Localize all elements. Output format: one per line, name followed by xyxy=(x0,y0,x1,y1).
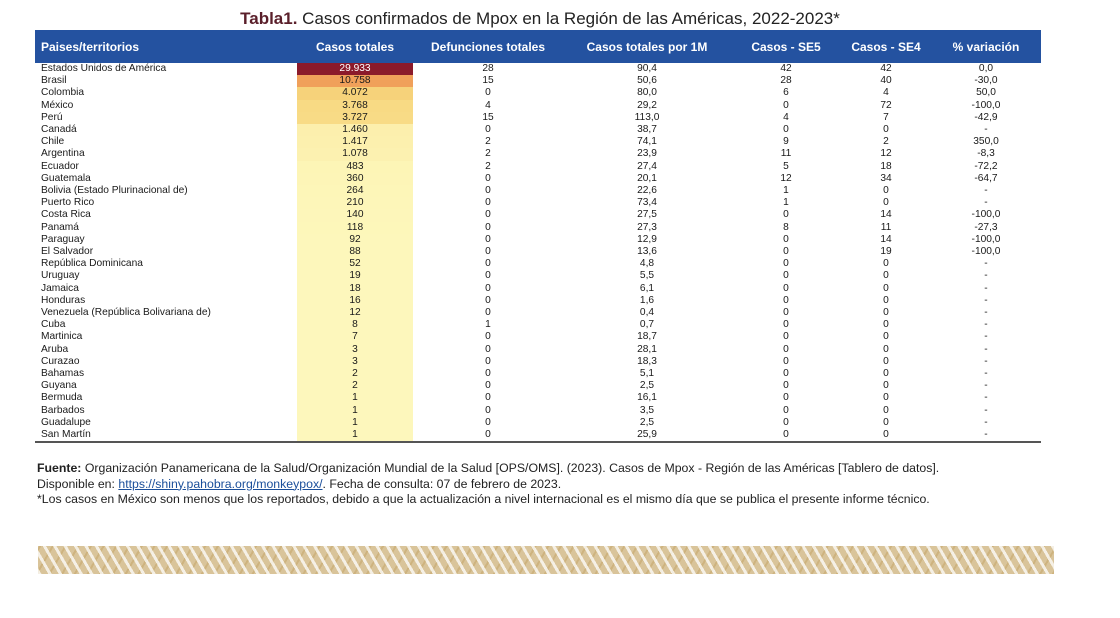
header-cases-se4: Casos - SE4 xyxy=(841,30,931,63)
cell-percent-change: - xyxy=(984,294,988,306)
cell-cases-se4: 0 xyxy=(883,258,889,270)
source-available-prefix: Disponible en: xyxy=(37,476,119,491)
cell-cases-per-million: 6,1 xyxy=(639,282,655,294)
cell-cases-se4: 0 xyxy=(883,124,889,136)
cell-total-cases: 118 xyxy=(297,222,413,234)
table-row xyxy=(35,124,1041,136)
table-title xyxy=(0,9,1080,29)
cell-total-cases: 264 xyxy=(297,185,413,197)
cell-cases-per-million: 0,4 xyxy=(639,307,655,319)
cell-total-cases: 12 xyxy=(297,307,413,319)
table-row xyxy=(35,148,1041,160)
cell-total-deaths: 0 xyxy=(485,87,491,99)
cell-total-deaths: 0 xyxy=(485,221,491,233)
cell-cases-se5: 0 xyxy=(783,270,789,282)
cell-total-cases: 2 xyxy=(297,368,413,380)
cell-country: Guadalupe xyxy=(41,416,91,428)
table-row xyxy=(35,356,1041,368)
cell-cases-se5: 42 xyxy=(780,63,792,74)
cell-cases-se5: 0 xyxy=(783,416,789,428)
cell-total-deaths: 0 xyxy=(485,258,491,270)
cell-percent-change: -42,9 xyxy=(974,111,998,123)
cell-percent-change: - xyxy=(984,380,988,392)
cell-total-deaths: 0 xyxy=(485,294,491,306)
cell-cases-per-million: 2,5 xyxy=(639,380,655,392)
cell-cases-se5: 0 xyxy=(731,429,841,442)
cell-country: México xyxy=(41,99,74,111)
cell-cases-se5: 0 xyxy=(783,246,789,258)
cell-cases-se4: 0 xyxy=(883,294,889,306)
cell-country: Cuba xyxy=(41,319,66,331)
cell-country: Costa Rica xyxy=(41,209,91,221)
cell-total-deaths: 0 xyxy=(485,307,491,319)
table-row xyxy=(35,295,1041,307)
cell-cases-se4: 40 xyxy=(880,75,892,87)
cell-country: Aruba xyxy=(41,343,69,355)
cell-cases-se5: 0 xyxy=(783,307,789,319)
cell-cases-se4: 0 xyxy=(883,319,889,331)
cell-country: Honduras xyxy=(41,294,86,306)
cell-cases-per-million: 18,7 xyxy=(637,331,657,343)
cell-total-deaths: 0 xyxy=(485,331,491,343)
cell-total-cases: 2 xyxy=(297,380,413,392)
cell-cases-se4: 0 xyxy=(883,392,889,404)
cell-cases-se5: 1 xyxy=(783,197,789,209)
cell-country: Brasil xyxy=(41,75,67,87)
cell-cases-se5: 0 xyxy=(783,124,789,136)
cell-percent-change: - xyxy=(984,270,988,282)
cell-total-deaths: 0 xyxy=(485,197,491,209)
cell-cases-se4: 4 xyxy=(883,87,889,99)
cell-percent-change: -64,7 xyxy=(974,172,998,184)
cell-cases-se5: 0 xyxy=(783,355,789,367)
cell-cases-se5: 28 xyxy=(780,75,792,87)
cell-cases-per-million: 5,5 xyxy=(639,270,655,282)
cell-cases-se4: 0 xyxy=(883,197,889,209)
cell-cases-per-million: 27,4 xyxy=(637,160,657,172)
cell-total-cases: 1 xyxy=(297,429,413,442)
cell-percent-change: - xyxy=(984,392,988,404)
cell-cases-se4: 0 xyxy=(883,282,889,294)
cell-total-deaths: 2 xyxy=(485,160,491,172)
cell-total-deaths: 4 xyxy=(485,99,491,111)
cell-cases-se5: 6 xyxy=(783,87,789,99)
cell-cases-per-million: 74,1 xyxy=(637,136,657,148)
table-row xyxy=(35,392,1041,404)
table-row xyxy=(35,307,1041,319)
table-row xyxy=(35,331,1041,343)
table-row xyxy=(35,100,1041,112)
cell-cases-se4: 14 xyxy=(880,233,892,245)
cell-percent-change: - xyxy=(984,319,988,331)
cell-cases-se4: 0 xyxy=(883,331,889,343)
cell-total-cases: 10.758 xyxy=(297,75,413,87)
cell-percent-change: - xyxy=(984,331,988,343)
table-row xyxy=(35,246,1041,258)
header-cases-per-million: Casos totales por 1M xyxy=(563,30,731,63)
cell-total-cases: 3.768 xyxy=(297,100,413,112)
table-row xyxy=(35,222,1041,234)
cell-country: Barbados xyxy=(41,404,85,416)
table-header-row xyxy=(35,30,1041,63)
cell-cases-se5: 0 xyxy=(783,233,789,245)
table-row xyxy=(35,209,1041,221)
cell-cases-per-million: 22,6 xyxy=(637,185,657,197)
cell-total-deaths: 1 xyxy=(485,319,491,331)
source-line-1 xyxy=(37,461,1097,477)
cell-percent-change: -30,0 xyxy=(974,75,998,87)
cell-cases-se4: 14 xyxy=(880,209,892,221)
cell-total-deaths: 0 xyxy=(485,246,491,258)
cell-cases-se5: 0 xyxy=(783,319,789,331)
cell-percent-change: - xyxy=(984,197,988,209)
cell-total-deaths: 28 xyxy=(482,63,494,74)
cell-cases-per-million: 90,4 xyxy=(637,63,657,74)
cell-cases-per-million: 13,6 xyxy=(637,246,657,258)
cell-cases-se5: 0 xyxy=(783,380,789,392)
cell-country: Guyana xyxy=(41,380,77,392)
cell-cases-se4: 0 xyxy=(883,404,889,416)
table-row xyxy=(35,270,1041,282)
table-row xyxy=(35,405,1041,417)
header-country: Paises/territorios xyxy=(35,30,297,63)
source-line-2 xyxy=(37,477,1097,493)
cell-percent-change: -100,0 xyxy=(971,99,1001,111)
cell-cases-per-million: 80,0 xyxy=(637,87,657,99)
cell-cases-se4: 0 xyxy=(883,270,889,282)
cell-cases-se4: 11 xyxy=(880,221,892,233)
source-note xyxy=(37,461,1097,508)
cell-country: Guatemala xyxy=(41,172,91,184)
cell-cases-se4: 0 xyxy=(883,355,889,367)
cell-cases-per-million: 12,9 xyxy=(637,233,657,245)
cell-cases-per-million: 27,3 xyxy=(637,221,657,233)
table-row xyxy=(35,319,1041,331)
cell-percent-change: - xyxy=(984,404,988,416)
cell-country: Panamá xyxy=(41,221,79,233)
cell-total-deaths: 0 xyxy=(485,404,491,416)
cell-cases-se5: 5 xyxy=(783,160,789,172)
cell-country: Martinica xyxy=(41,331,83,343)
cell-total-cases: 3 xyxy=(297,344,413,356)
table-row xyxy=(35,136,1041,148)
cell-cases-se5: 0 xyxy=(783,404,789,416)
cases-table xyxy=(35,30,1041,443)
cell-total-deaths: 0 xyxy=(485,343,491,355)
cell-cases-se5: 1 xyxy=(783,185,789,197)
cell-cases-per-million: 23,9 xyxy=(637,148,657,160)
cell-percent-change: - xyxy=(984,282,988,294)
cell-percent-change: - xyxy=(931,429,1041,442)
cell-total-cases: 1 xyxy=(297,417,413,429)
cell-cases-per-million: 3,5 xyxy=(639,404,655,416)
cell-cases-per-million: 27,5 xyxy=(637,209,657,221)
cell-cases-per-million: 16,1 xyxy=(637,392,657,404)
cell-total-deaths: 0 xyxy=(485,355,491,367)
cell-total-deaths: 0 xyxy=(485,380,491,392)
cell-percent-change: - xyxy=(984,343,988,355)
table-row xyxy=(35,258,1041,270)
table-row xyxy=(35,429,1041,442)
cell-cases-se5: 0 xyxy=(783,392,789,404)
cell-percent-change: -100,0 xyxy=(971,233,1001,245)
cell-country: Venezuela (República Bolivariana de) xyxy=(41,307,211,319)
cell-country: Curazao xyxy=(41,355,80,367)
cell-country: Ecuador xyxy=(41,160,79,172)
cell-total-cases: 3.727 xyxy=(297,112,413,124)
cell-total-cases: 7 xyxy=(297,331,413,343)
cell-total-cases: 1.460 xyxy=(297,124,413,136)
cell-cases-se5: 8 xyxy=(783,221,789,233)
cell-cases-se5: 0 xyxy=(783,258,789,270)
header-total-deaths: Defunciones totales xyxy=(413,30,563,63)
table-row xyxy=(35,161,1041,173)
cell-total-deaths: 15 xyxy=(482,75,494,87)
cell-total-deaths: 0 xyxy=(485,233,491,245)
source-link[interactable]: https://shiny.pahobra.org/monkeypox/ xyxy=(118,476,323,491)
cell-total-deaths: 15 xyxy=(482,111,494,123)
cell-cases-se4: 0 xyxy=(883,307,889,319)
cell-cases-se4: 18 xyxy=(880,160,892,172)
cell-cases-per-million: 4,8 xyxy=(639,258,655,270)
cell-cases-se4: 0 xyxy=(883,343,889,355)
cell-cases-se4: 12 xyxy=(880,148,892,160)
cases-table-container xyxy=(35,30,1041,443)
cell-cases-per-million: 113,0 xyxy=(634,111,660,123)
cell-total-cases: 1 xyxy=(297,392,413,404)
cell-percent-change: -100,0 xyxy=(971,209,1001,221)
source-label: Fuente: xyxy=(37,461,82,475)
table-row xyxy=(35,173,1041,185)
cell-country: Argentina xyxy=(41,148,85,160)
cell-total-deaths: 0 xyxy=(485,172,491,184)
table-row xyxy=(35,112,1041,124)
cell-cases-se5: 11 xyxy=(780,148,792,160)
cell-total-deaths: 0 xyxy=(485,416,491,428)
cell-cases-se5: 12 xyxy=(780,172,792,184)
cell-percent-change: 0,0 xyxy=(978,63,994,74)
table-row xyxy=(35,234,1041,246)
cell-percent-change: - xyxy=(984,355,988,367)
table-row xyxy=(35,197,1041,209)
cell-total-deaths: 0 xyxy=(485,282,491,294)
cell-total-cases: 88 xyxy=(297,246,413,258)
cell-cases-per-million: 1,6 xyxy=(639,294,655,306)
source-consult-date: . Fecha de consulta: 07 de febrero de 2023. xyxy=(322,476,562,491)
cell-total-cases: 1 xyxy=(297,405,413,417)
cell-cases-se4: 34 xyxy=(880,172,892,184)
header-total-cases: Casos totales xyxy=(297,30,413,63)
cell-total-cases: 19 xyxy=(297,270,413,282)
table-row xyxy=(35,380,1041,392)
cell-percent-change: -8,3 xyxy=(977,148,995,160)
cell-total-cases: 29.933 xyxy=(297,63,413,75)
cell-cases-se4: 0 xyxy=(841,429,931,442)
cell-total-cases: 18 xyxy=(297,283,413,295)
cell-cases-per-million: 38,7 xyxy=(637,124,657,136)
table-row xyxy=(35,283,1041,295)
cell-country: Bahamas xyxy=(41,368,85,380)
cell-cases-per-million: 20,1 xyxy=(637,172,657,184)
cell-cases-per-million: 5,1 xyxy=(639,368,655,380)
cell-cases-se4: 42 xyxy=(880,63,892,74)
cell-total-cases: 210 xyxy=(297,197,413,209)
table-title-text: Casos confirmados de Mpox en la Región de las Américas, 2022-2023* xyxy=(297,9,840,28)
cell-percent-change: 50,0 xyxy=(976,87,996,99)
cell-total-cases: 1.417 xyxy=(297,136,413,148)
cell-cases-per-million: 28,1 xyxy=(637,343,657,355)
cell-country: Perú xyxy=(41,111,63,123)
table-row xyxy=(35,75,1041,87)
cell-country: Estados Unidos de América xyxy=(41,63,167,74)
cell-cases-se4: 0 xyxy=(883,368,889,380)
cell-percent-change: - xyxy=(984,124,988,136)
cell-country: Puerto Rico xyxy=(41,197,95,209)
source-text: Organización Panamericana de la Salud/Organización Mundial de la Salud [OPS/OMS]. (2023). Casos de Mpox - Región de las Américas [Tablero de datos]. xyxy=(81,461,940,475)
cell-total-deaths: 0 xyxy=(485,185,491,197)
decorative-border xyxy=(38,546,1054,574)
cell-country: Bermuda xyxy=(41,392,83,404)
cell-total-deaths: 0 xyxy=(485,368,491,380)
cell-country: República Dominicana xyxy=(41,258,143,270)
cell-cases-se5: 0 xyxy=(783,368,789,380)
table-row xyxy=(35,185,1041,197)
cell-country: Canadá xyxy=(41,124,77,136)
table-row xyxy=(35,344,1041,356)
cell-percent-change: 350,0 xyxy=(973,136,999,148)
cell-cases-se5: 0 xyxy=(783,343,789,355)
table-row xyxy=(35,87,1041,99)
cell-percent-change: - xyxy=(984,368,988,380)
footnote: *Los casos en México son menos que los reportados, debido a que la actualización a nivel internacional es el mismo día que se publica el presente informe técnico. xyxy=(37,492,930,506)
cell-country: San Martín xyxy=(35,429,297,442)
cell-percent-change: -27,3 xyxy=(974,221,998,233)
cell-total-cases: 92 xyxy=(297,234,413,246)
cell-percent-change: - xyxy=(984,258,988,270)
cell-cases-se4: 0 xyxy=(883,416,889,428)
cell-country: El Salvador xyxy=(41,246,94,258)
header-cases-se5: Casos - SE5 xyxy=(731,30,841,63)
cell-total-cases: 52 xyxy=(297,258,413,270)
table-row xyxy=(35,417,1041,429)
cell-cases-se4: 19 xyxy=(880,246,892,258)
cell-total-deaths: 0 xyxy=(485,392,491,404)
cell-total-cases: 3 xyxy=(297,356,413,368)
cell-cases-se4: 72 xyxy=(880,99,892,111)
cell-cases-se5: 0 xyxy=(783,209,789,221)
cell-country: Jamaica xyxy=(41,282,79,294)
cell-total-cases: 8 xyxy=(297,319,413,331)
cell-cases-se4: 7 xyxy=(883,111,889,123)
cell-total-deaths: 2 xyxy=(485,136,491,148)
cell-percent-change: -72,2 xyxy=(974,160,998,172)
cell-cases-se5: 0 xyxy=(783,294,789,306)
cell-cases-se5: 0 xyxy=(783,282,789,294)
cell-percent-change: - xyxy=(984,307,988,319)
cell-percent-change: -100,0 xyxy=(971,246,1001,258)
cell-percent-change: - xyxy=(984,185,988,197)
cell-total-deaths: 0 xyxy=(485,270,491,282)
table-title-label: Tabla1. xyxy=(240,9,298,28)
cell-total-deaths: 0 xyxy=(485,124,491,136)
cell-cases-se5: 0 xyxy=(783,99,789,111)
cell-country: Bolivia (Estado Plurinacional de) xyxy=(41,185,188,197)
cell-total-cases: 4.072 xyxy=(297,87,413,99)
cell-country: Paraguay xyxy=(41,233,85,245)
table-row xyxy=(35,368,1041,380)
cell-cases-se5: 0 xyxy=(783,331,789,343)
cell-total-deaths: 0 xyxy=(485,209,491,221)
cell-total-cases: 1.078 xyxy=(297,148,413,160)
cell-cases-per-million: 73,4 xyxy=(637,197,657,209)
cell-total-cases: 16 xyxy=(297,295,413,307)
cell-cases-se4: 0 xyxy=(883,380,889,392)
cell-cases-per-million: 0,7 xyxy=(639,319,655,331)
cell-cases-per-million: 50,6 xyxy=(637,75,657,87)
cell-cases-per-million: 29,2 xyxy=(637,99,657,111)
header-percent-change: % variación xyxy=(931,30,1041,63)
cell-country: Uruguay xyxy=(41,270,80,282)
cell-cases-se5: 9 xyxy=(783,136,789,148)
cell-percent-change: - xyxy=(984,416,988,428)
cell-total-deaths: 2 xyxy=(485,148,491,160)
cell-cases-per-million: 25,9 xyxy=(563,429,731,442)
cell-country: Colombia xyxy=(41,87,85,99)
cell-cases-se4: 2 xyxy=(883,136,889,148)
table-body xyxy=(35,63,1041,442)
cell-cases-se4: 0 xyxy=(883,185,889,197)
cell-cases-per-million: 2,5 xyxy=(639,416,655,428)
cell-total-deaths: 0 xyxy=(413,429,563,442)
cell-total-cases: 140 xyxy=(297,209,413,221)
cell-country: Chile xyxy=(41,136,65,148)
cell-cases-se5: 4 xyxy=(783,111,789,123)
cell-cases-per-million: 18,3 xyxy=(637,355,657,367)
cell-total-cases: 483 xyxy=(297,161,413,173)
cell-total-cases: 360 xyxy=(297,173,413,185)
table-row xyxy=(35,63,1041,75)
